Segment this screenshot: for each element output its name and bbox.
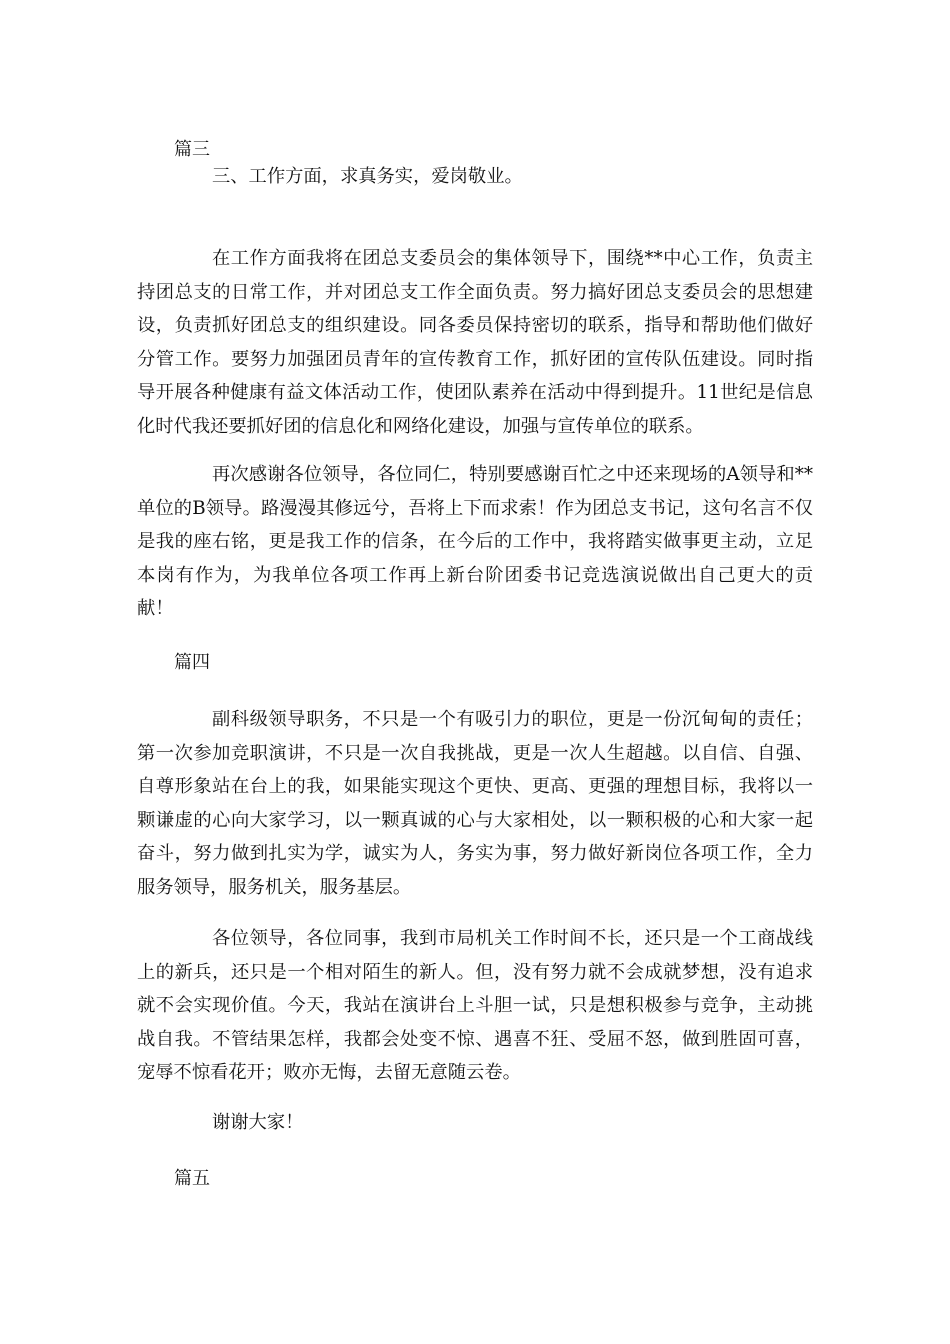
- section-3-subheading: 三、工作方面，求真务实，爱岗敬业。: [212, 166, 523, 187]
- section-3-paragraph-2: 再次感谢各位领导，各位同仁，特别要感谢百忙之中还来现场的A领导和**单位的B领导。路漫漫其修远兮，吾将上下而求索！作为团总支书记，这句名言不仅是我的座右铭，更是我工作的信条，在今后的工作中，我将踏实做事更主动，立足本岗有作为，为我单位各项工作再上新台阶团委书记竞选演说做出自己更大的贡献！: [137, 464, 813, 619]
- section-5-title: 篇五: [174, 1168, 210, 1189]
- section-4-paragraph-2: 各位领导，各位同事，我到市局机关工作时间不长，还只是一个工商战线上的新兵，还只是一个相对陌生的新人。但，没有努力就不会成就梦想，没有追求就不会实现价值。今天，我站在演讲台上斗胆一试，只是想积极参与竞争，主动挑战自我。不管结果怎样，我都会处变不惊、遇喜不狂、受屈不怒，做到胜固可喜，宠辱不惊看花开；败亦无悔，去留无意随云卷。: [137, 928, 813, 1083]
- section-4-title: 篇四: [174, 652, 210, 673]
- section-3-paragraph-1: 在工作方面我将在团总支委员会的集体领导下，围绕**中心工作，负责主持团总支的日常工作，并对团总支工作全面负责。努力搞好团总支委员会的思想建设，负责抓好团总支的组织建设。同各委员保持密切的联系，指导和帮助他们做好分管工作。要努力加强团员青年的宣传教育工作，抓好团的宣传队伍建设。同时指导开展各种健康有益文体活动工作，使团队素养在活动中得到提升。11世纪是信息化时代我还要抓好团的信息化和网络化建设，加强与宣传单位的联系。: [137, 248, 813, 437]
- section-4-paragraph-1: 副科级领导职务，不只是一个有吸引力的职位，更是一份沉甸甸的责任；第一次参加竞职演讲，不只是一次自我挑战，更是一次人生超越。以自信、自强、自尊形象站在台上的我，如果能实现这个更快、更高、更强的理想目标，我将以一颗谦虚的心向大家学习，以一颗真诚的心与大家相处，以一颗积极的心和大家一起奋斗，努力做到扎实为学，诚实为人，务实为事，努力做好新岗位各项工作，全力服务领导，服务机关，服务基层。: [137, 709, 813, 898]
- section-4-thanks: 谢谢大家！: [212, 1112, 304, 1133]
- section-3-title: 篇三: [174, 139, 210, 160]
